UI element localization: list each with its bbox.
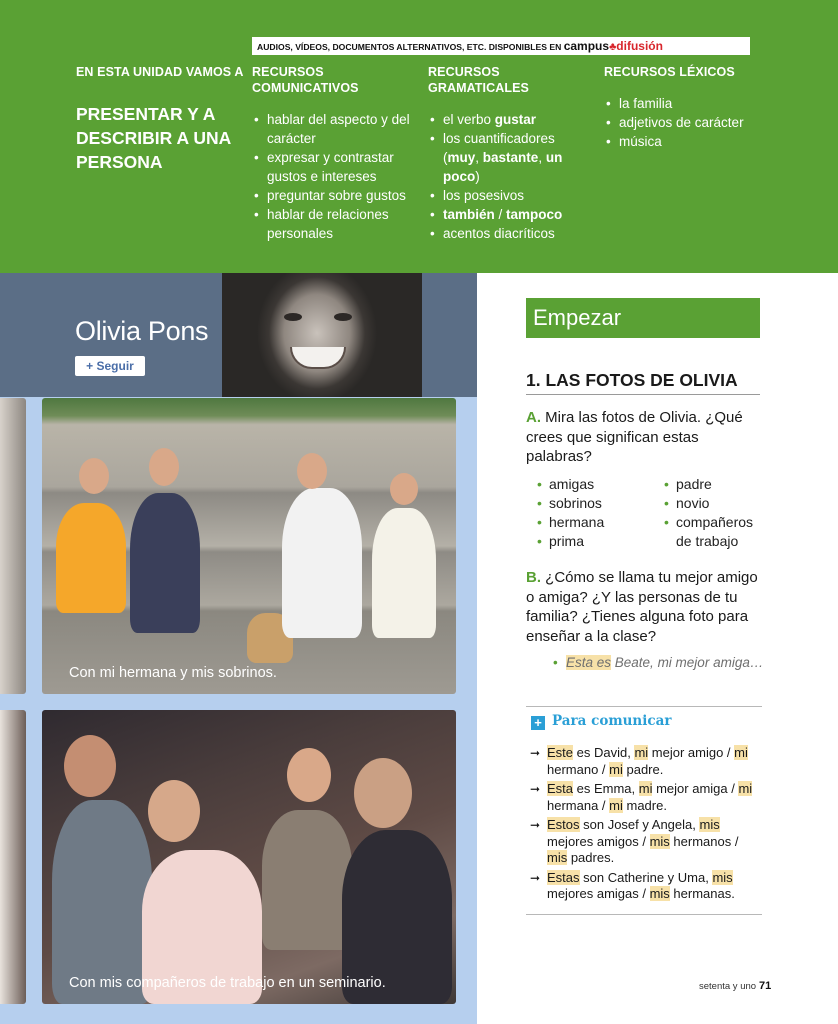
cropped-photo: [0, 710, 26, 1004]
example-sentence: • Esta es Beate, mi mejor amiga…: [553, 655, 764, 670]
vocabulary-word: • compañeros de trabajo: [662, 513, 762, 551]
arrow-icon: ➞: [530, 782, 541, 796]
grammar-item: • los cuantificadores (muy, bastante, un poco): [428, 129, 588, 186]
example-line: ➞ Estas son Catherine y Uma, mis mejores amigas / mis hermanas.: [530, 869, 735, 901]
example-line: ➞ Esta es Emma, mi mejor amiga / mi hermana / mi madre.: [530, 781, 753, 813]
profile-banner: [0, 273, 477, 397]
campus-banner[interactable]: [252, 37, 750, 55]
para-comunicar-box: [526, 706, 762, 915]
grammar-title: RECURSOS GRAMATICALES: [428, 65, 529, 95]
profile-name: Olivia Pons: [75, 316, 209, 346]
lexical-item: • la familia: [604, 94, 774, 113]
example-highlight: Esta es: [566, 655, 612, 670]
profile-eye: [334, 313, 352, 321]
person-head: [354, 758, 412, 828]
profile-photo: [222, 273, 422, 397]
cropped-photo: [0, 398, 26, 694]
difusion-brand: difusión: [616, 39, 663, 53]
person-head: [148, 780, 200, 842]
communicative-item: • hablar del aspecto y del carácter: [252, 110, 417, 148]
section-banner: Empezar: [526, 298, 760, 338]
person-head: [79, 458, 109, 494]
communicative-resources-column: [252, 64, 417, 243]
person-shape: [130, 493, 200, 633]
person-head: [149, 448, 179, 486]
social-profile-panel: [0, 273, 477, 1024]
example-list: [530, 745, 760, 906]
photo-caption: Con mi hermana y mis sobrinos.: [69, 665, 277, 681]
grammar-item: • acentos diacríticos: [428, 224, 588, 243]
example-text: Beate, mi mejor amiga…: [611, 655, 764, 670]
question-b: [526, 568, 766, 646]
person-shape: [262, 810, 352, 950]
communicative-item: • preguntar sobre gustos: [252, 186, 417, 205]
communicative-item: • hablar de relaciones personales: [252, 205, 417, 243]
question-a-letter: A.: [526, 409, 541, 426]
communicative-item: • expresar y contrastar gustos e intereses: [252, 148, 417, 186]
profile-smile: [290, 347, 346, 369]
communicative-title: RECURSOS COMUNICATIVOS: [252, 65, 359, 95]
lexical-resources-column: [604, 64, 774, 151]
example-line: ➞ Estos son Josef y Angela, mis mejores amigos / mis hermanos / mis padres.: [530, 817, 739, 865]
grammar-resources-column: [428, 64, 588, 243]
photo-caption: Con mis compañeros de trabajo en un seminario.: [69, 975, 386, 991]
lexical-title: RECURSOS LÉXICOS: [604, 65, 735, 79]
person-head: [287, 748, 331, 802]
unit-goal: PRESENTAR Y A DESCRIBIR A UNA PERSONA: [76, 104, 231, 172]
vocabulary-word: • amigas: [535, 475, 604, 494]
person-head: [64, 735, 116, 797]
question-b-letter: B.: [526, 569, 541, 586]
para-comunicar-heading: + Para comunicar: [531, 713, 671, 730]
unit-header: [0, 0, 838, 273]
activity-title: 1. LAS FOTOS DE OLIVIA: [526, 369, 760, 395]
campus-text: AUDIOS, VÍDEOS, DOCUMENTOS ALTERNATIVOS, ETC. DISPONIBLES EN: [257, 42, 562, 52]
plus-icon: +: [531, 716, 545, 730]
profile-eye: [284, 313, 302, 321]
campus-logo-icon: ♣: [609, 41, 617, 53]
grammar-item: • los posesivos: [428, 186, 588, 205]
vocabulary-list: [662, 475, 762, 551]
vocabulary-word: • novio: [662, 494, 762, 513]
question-b-text: ¿Cómo se llama tu mejor amigo o amiga? ¿Y las personas de tu familia? ¿Tienes alguna foto para enseñar a la clase?: [526, 569, 758, 645]
follow-button[interactable]: + Seguir: [75, 356, 145, 376]
vocabulary-list: [535, 475, 604, 551]
arrow-icon: ➞: [530, 746, 541, 760]
page-number: setenta y uno 71: [699, 980, 772, 992]
lexical-item: • adjetivos de carácter: [604, 113, 774, 132]
vocabulary-word: • padre: [662, 475, 762, 494]
unit-goal-column: [76, 64, 246, 174]
person-shape: [372, 508, 436, 638]
lexical-item: • música: [604, 132, 774, 151]
arrow-icon: ➞: [530, 870, 541, 885]
person-shape: [56, 503, 126, 613]
person-head: [297, 453, 327, 489]
vocabulary-word: • prima: [535, 532, 604, 551]
seminar-photo[interactable]: [42, 710, 456, 1004]
campus-brand: campus: [563, 39, 610, 53]
question-a: [526, 408, 766, 467]
example-line: ➞ Este es David, mi mejor amigo / mi hermano / mi padre.: [530, 745, 748, 777]
arrow-icon: ➞: [530, 818, 541, 832]
person-shape: [282, 488, 362, 638]
family-photo[interactable]: [42, 398, 456, 694]
vocabulary-word: • sobrinos: [535, 494, 604, 513]
grammar-item: • también / tampoco: [428, 205, 588, 224]
grammar-item: • el verbo gustar: [428, 110, 588, 129]
unit-goal-title: EN ESTA UNIDAD VAMOS A: [76, 65, 244, 79]
person-head: [390, 473, 418, 505]
vocabulary-word: • hermana: [535, 513, 604, 532]
question-a-text: Mira las fotos de Olivia. ¿Qué crees que significan estas palabras?: [526, 409, 743, 465]
person-shape: [52, 800, 152, 1004]
